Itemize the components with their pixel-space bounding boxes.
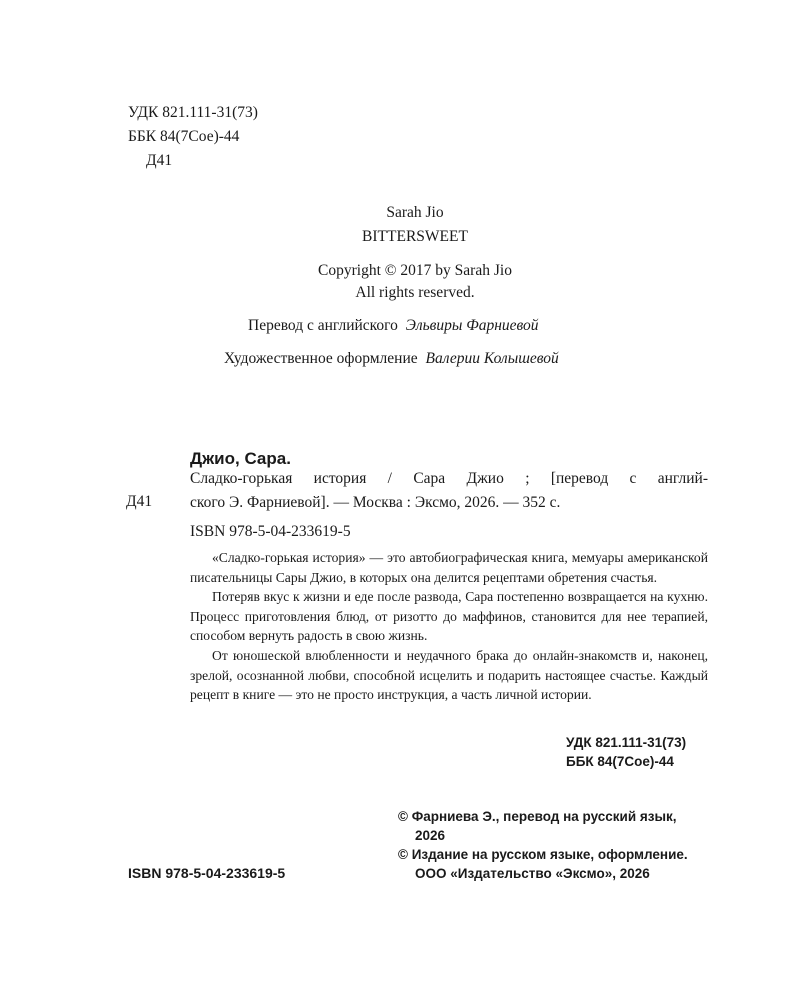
translation-label: Перевод с английского	[248, 317, 398, 334]
translation-credit	[248, 317, 539, 335]
annotation-paragraph: «Сладко-горькая история» — это автобиографическая книга, мемуары американской писательницы Сары Джио, в которых она делится рецептами обретения счастья.	[190, 550, 708, 585]
author-mark: Д41	[146, 152, 173, 169]
original-copyright: Copyright © 2017 by Sarah Jio	[318, 262, 512, 279]
copyright-translation-line1: © Фарниева Э., перевод на русский язык,	[398, 809, 677, 824]
annotation-paragraph: Потеряв вкус к жизни и еде после развода, Сара постепенно возвращается на кухню. Процесс приготовления блюд, от ризотто до маффинов, становится для нее терапией, способом вернуть радость в свою жизнь.	[190, 589, 708, 644]
design-label: Художественное оформление	[224, 350, 418, 367]
record-description-line2: ского Э. Фарниевой]. — Москва : Эксмо, 2026. — 352 с.	[190, 494, 561, 511]
record-isbn: ISBN 978-5-04-233619-5	[190, 523, 351, 540]
record-udc: УДК 821.111-31(73)	[566, 735, 687, 750]
original-title: BITTERSWEET	[362, 228, 468, 245]
designer-name: Валерии Колышевой	[425, 350, 559, 367]
record-description-line1: Сладко-горькая история / Сара Джио ; [перевод с англий-	[190, 470, 708, 487]
translator-name: Эльвиры Фарниевой	[405, 317, 539, 334]
original-author: Sarah Jio	[386, 204, 444, 221]
record-bbk: ББК 84(7Сое)-44	[566, 754, 674, 769]
rights-reserved: All rights reserved.	[355, 284, 475, 301]
copyright-translation-line2: 2026	[415, 828, 446, 843]
record-author-mark: Д41	[126, 493, 153, 510]
udc-code: УДК 821.111-31(73)	[128, 104, 258, 121]
copyright-edition-line1: © Издание на русском языке, оформление.	[398, 847, 688, 862]
annotation-paragraph: От юношеской влюбленности и неудачного брака до онлайн-знакомств и, наконец, зрелой, осознанной любви, способной исцелить и подарить настоящее счастье. Каждый рецепт в книге — это не просто инструкция, а часть личной истории.	[190, 647, 708, 703]
annotation	[190, 548, 708, 705]
copyright-edition-line2: ООО «Издательство «Эксмо», 2026	[415, 866, 650, 881]
footer-isbn: ISBN 978-5-04-233619-5	[128, 865, 286, 881]
record-heading: Джио, Сара.	[190, 449, 291, 468]
design-credit	[224, 350, 559, 368]
bbk-code: ББК 84(7Сое)-44	[128, 128, 240, 145]
